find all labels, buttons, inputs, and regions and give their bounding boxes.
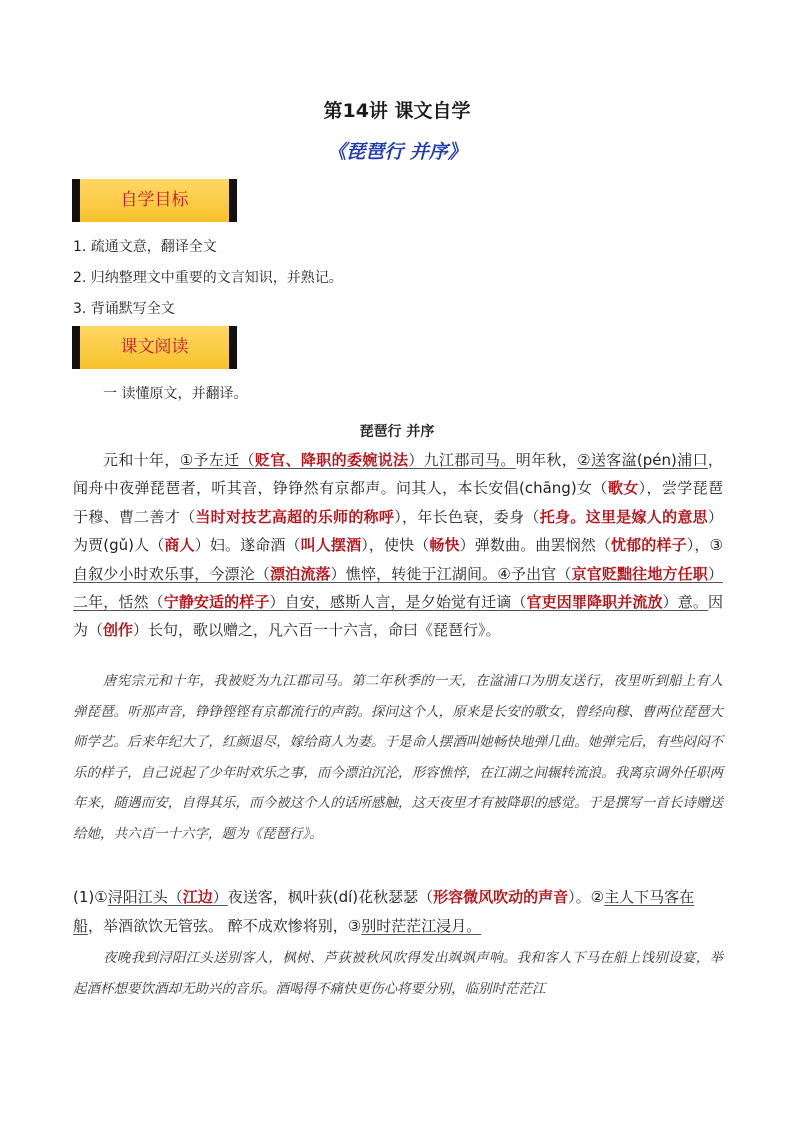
- reading-banner-label: 课文阅读: [80, 326, 229, 369]
- annotation-gloss: 漂泊流落: [270, 564, 331, 583]
- poem-title: 琵琶行 并序: [359, 424, 435, 440]
- text-segment: ）自安，感斯人言，是夕始觉有迁谪（: [269, 593, 527, 612]
- text-segment: ①予左迁（: [179, 451, 255, 469]
- goal-item: 3. 背诵默写全文: [73, 301, 175, 317]
- annotation-gloss: 贬官、降职的委婉说法: [254, 451, 409, 469]
- text-segment: ）九江郡司马。: [408, 451, 516, 469]
- text-segment: ）妇。遂命酒（: [194, 536, 301, 555]
- annotation-gloss: 商人: [164, 536, 195, 555]
- text-segment: 浔阳江头（: [107, 888, 183, 906]
- text-segment: (1)①: [73, 888, 108, 906]
- banner-right-bar: [229, 326, 237, 369]
- reading-banner: [72, 326, 237, 369]
- annotation-gloss: 江边: [182, 888, 213, 906]
- text-segment: ）弹数曲。曲罢悯然（: [459, 536, 612, 555]
- text-segment: ）意。: [662, 593, 708, 612]
- annotation-gloss: 忧郁的样子: [611, 536, 687, 555]
- text-segment: ）二年，恬然（: [73, 564, 723, 612]
- preface-original-text: [73, 446, 723, 645]
- goal-item: 1. 疏通文意，翻译全文: [73, 239, 217, 255]
- annotation-gloss: 叫人摆酒: [300, 536, 362, 555]
- goal-item: 2. 归纳整理文中重要的文言知识，并熟记。: [73, 270, 343, 286]
- verse-original-text: [73, 883, 723, 940]
- annotation-gloss: 官吏因罪降职并流放: [526, 593, 663, 612]
- annotation-gloss: 畅快: [429, 536, 460, 555]
- text-segment: 因为（: [73, 593, 723, 640]
- text-segment: ），使快（: [361, 536, 430, 555]
- text-segment: 元和十年，: [103, 451, 180, 469]
- annotation-gloss: 京官贬黜往地方任职: [571, 564, 708, 583]
- text-segment: ）。②: [568, 888, 605, 906]
- goals-banner-label: 自学目标: [80, 179, 229, 222]
- text-segment: ）憔悴，转徙于江湖间。: [330, 564, 498, 583]
- lecture-title: 第14讲 课文自学: [323, 100, 471, 122]
- annotation-gloss: 创作: [103, 621, 134, 640]
- text-segment: ，举酒欲饮无管弦。 醉不成欢惨将别，③: [88, 916, 362, 935]
- goals-list: [73, 232, 343, 325]
- banner-left-bar: [72, 326, 80, 369]
- text-title: 《琵琶行 并序》: [327, 141, 467, 163]
- text-segment: ，闻舟中夜弹琵琶者，听其音，铮铮然有京都声。问其人，本长安倡(chāng)女（: [73, 451, 723, 498]
- annotation-gloss: 歌女: [607, 479, 639, 498]
- text-segment: 夜送客，枫叶荻(dí)花秋瑟瑟（: [227, 888, 434, 906]
- banner-right-bar: [229, 179, 237, 222]
- text-segment: 别时茫茫江浸月。: [361, 916, 482, 935]
- reading-instruction: 一 读懂原文，并翻译。: [103, 386, 248, 402]
- verse-translation: 夜晚我到浔阳江头送别客人，枫树、芦荻被秋风吹得发出飒飒声响。我和客人下马在船上饯别设宴，举起酒杯想要饮酒却无助兴的音乐。酒喝得不痛快更伤心将要分别，临别时茫茫江: [73, 950, 723, 997]
- text-segment: ）: [212, 888, 228, 906]
- text-segment: ）为贾(gǔ)人（: [73, 507, 723, 555]
- annotation-gloss: 当时对技艺高超的乐师的称呼: [195, 507, 395, 526]
- annotation-gloss: 形容微风吹动的声音: [433, 888, 569, 906]
- text-segment: ②送客湓(pén)浦口: [577, 451, 708, 469]
- goals-banner: [72, 179, 237, 222]
- text-segment: ④予出官（: [497, 564, 572, 583]
- preface-translation: 唐宪宗元和十年，我被贬为九江郡司马。第二年秋季的一天，在湓浦口为朋友送行，夜里听到船上有人弹琵琶。听那声音，铮铮铿铿有京都流行的声韵。探问这个人，原来是长安的歌女，曾经向穆、曹两位琵琶大师学艺。后来年纪大了，红颜退尽，嫁给商人为妻。于是命人摆酒叫她畅快地弹几曲。她弹完后，有些闷闷不乐的样子，自己说起了少年时欢乐之事，而今漂泊沉沦，形容憔悴，在江湖之间辗转流浪。我离京调外任职两年来，随遇而安，自得其乐，而今被这个人的话所感触，这天夜里才有被降职的感觉。于是撰写一首长诗赠送给她，共六百一十六字，题为《琵琶行》。: [73, 673, 723, 842]
- text-segment: ），③: [686, 536, 723, 555]
- annotation-gloss: 托身。这里是嫁人的意思: [539, 507, 708, 526]
- text-segment: 自叙少小时欢乐事，今漂沦（: [73, 564, 271, 583]
- text-segment: ）长句，歌以赠之，凡六百一十六言，命曰《琵琶行》。: [133, 621, 501, 640]
- text-segment: ），尝学琵琶于穆、曹二善才（: [73, 479, 723, 526]
- annotation-gloss: 宁静安适的样子: [163, 593, 270, 612]
- text-segment: 主人下马客在船: [73, 888, 695, 935]
- text-segment: 明年秋，: [515, 451, 578, 469]
- banner-left-bar: [72, 179, 80, 222]
- text-segment: ），年长色衰，委身（: [394, 507, 540, 526]
